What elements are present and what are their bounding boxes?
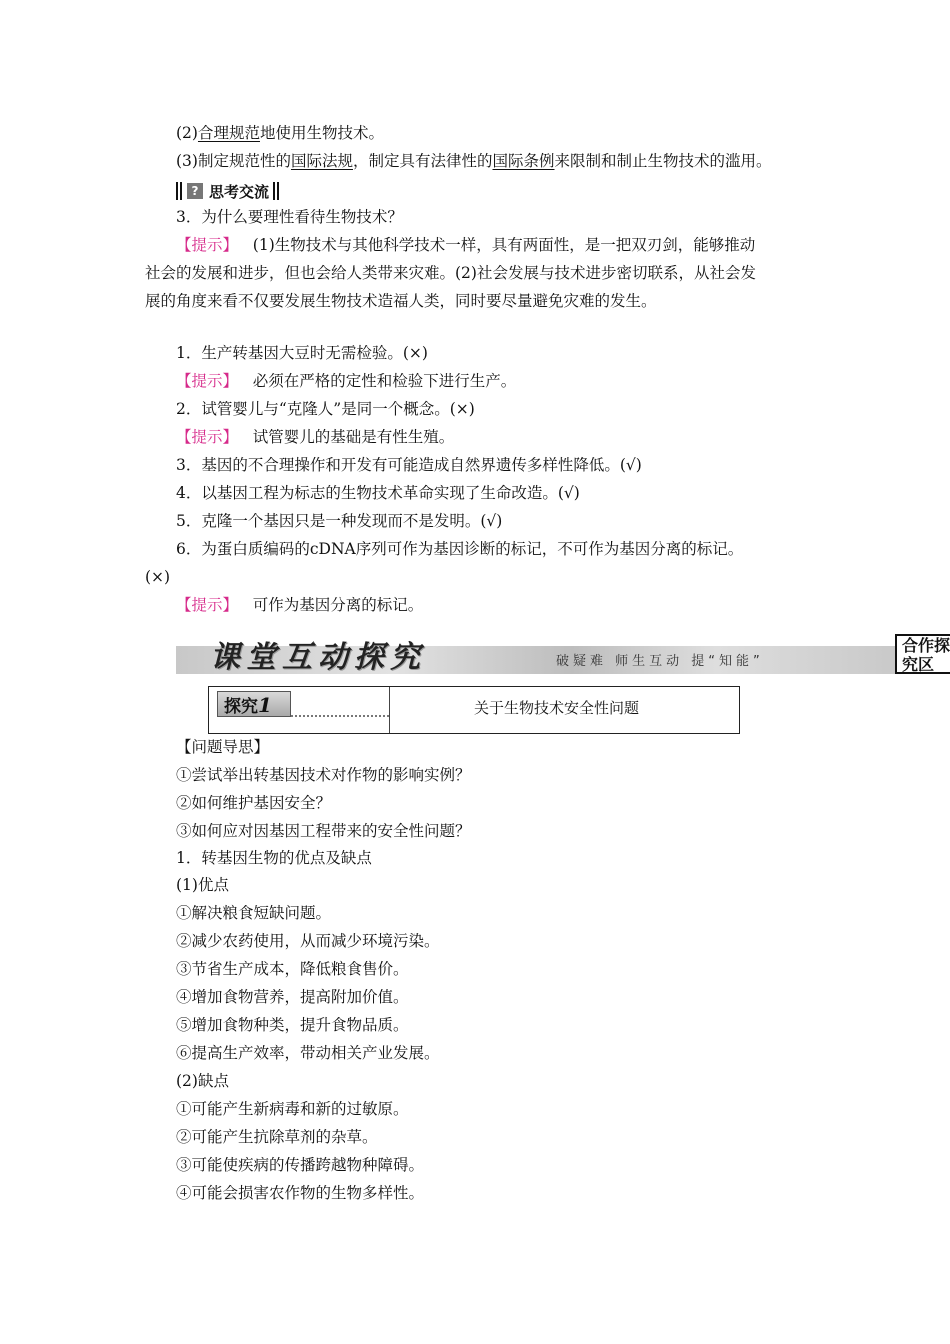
judge-item-2: 2．试管婴儿与“克隆人”是同一个概念。(×)	[176, 400, 475, 418]
advantages-title: (1)优点	[176, 876, 229, 894]
banner-slogan: 破疑难 师生互动 提“知能”	[556, 654, 764, 669]
disadvantage-item: ③可能使疾病的传播跨越物种障碍。	[176, 1156, 425, 1174]
disadvantage-item: ①可能产生新病毒和新的过敏原。	[176, 1100, 409, 1118]
hint-line-2: 社会的发展和进步，但也会给人类带来灾难。(2)社会发展与技术进步密切联系，从社会发	[145, 264, 756, 282]
point-3: (3)制定规范性的国际法规，制定具有法律性的国际条例来限制和制止生物技术的滥用。	[176, 152, 772, 170]
judge-hint-2: 【提示】 试管婴儿的基础是有性生殖。	[176, 428, 455, 446]
guide-question: ③如何应对因基因工程带来的安全性问题？	[176, 822, 471, 840]
underlined-term: 国际法规	[290, 152, 353, 170]
tip-label: 【提示】	[176, 236, 239, 254]
section-banner	[176, 632, 896, 674]
explore-tag: 探究1	[217, 691, 291, 717]
underlined-term: 国际条例	[492, 152, 555, 170]
guide-question: ②如何维护基因安全？	[176, 794, 332, 812]
advantage-item: ③节省生产成本，降低粮食售价。	[176, 960, 409, 978]
disadvantages-title: (2)缺点	[176, 1072, 229, 1090]
advantage-item: ⑥提高生产效率，带动相关产业发展。	[176, 1044, 440, 1062]
disadvantage-item: ②可能产生抗除草剂的杂草。	[176, 1128, 378, 1146]
disadvantage-item: ④可能会损害农作物的生物多样性。	[176, 1184, 425, 1202]
judge-hint-6: 【提示】 可作为基因分离的标记。	[176, 596, 424, 614]
point-2: (2)合理规范地使用生物技术。	[176, 124, 384, 142]
tip-label: 【提示】	[176, 596, 239, 614]
hint-line-1: 【提示】 (1)生物技术与其他科学技术一样，具有两面性，是一把双刃剑，能够推动	[176, 236, 756, 254]
judge-item-5: 5．克隆一个基因只是一种发现而不是发明。(√)	[176, 512, 503, 530]
guide-title: 【问题导思】	[176, 738, 270, 756]
question-3: 3．为什么要理性看待生物技术？	[176, 208, 403, 226]
judge-item-1: 1．生产转基因大豆时无需检验。(×)	[176, 344, 428, 362]
banner-title: 课堂互动探究	[210, 640, 426, 675]
think-exchange-label: ? 思考交流	[176, 180, 281, 202]
tip-label: 【提示】	[176, 428, 239, 446]
judge-item-3: 3．基因的不合理操作和开发有可能造成自然界遗传多样性降低。(√)	[176, 456, 642, 474]
guide-question: ①尝试举出转基因技术对作物的影响实例？	[176, 766, 471, 784]
question-icon: ?	[187, 183, 203, 199]
advantage-item: ④增加食物营养，提高附加价值。	[176, 988, 409, 1006]
advantage-item: ①解决粮食短缺问题。	[176, 904, 332, 922]
judge-item-4: 4．以基因工程为标志的生物技术革命实现了生命改造。(√)	[176, 484, 580, 502]
side-tab: 合作探 究区	[895, 634, 950, 674]
advantage-item: ⑤增加食物种类，提升食物品质。	[176, 1016, 409, 1034]
tip-label: 【提示】	[176, 372, 239, 390]
underlined-term: 合理规范	[197, 124, 260, 142]
hint-line-3: 展的角度来看不仅要发展生物技术造福人类，同时要尽量避免灾难的发生。	[145, 292, 657, 310]
section-1-title: 1．转基因生物的优点及缺点	[176, 849, 372, 867]
judge-item-6: 6．为蛋白质编码的cDNA序列可作为基因诊断的标记，不可作为基因分离的标记。	[176, 540, 744, 558]
explore-box	[208, 686, 740, 734]
judge-item-6-answer: (×)	[145, 568, 171, 586]
advantage-item: ②减少农药使用，从而减少环境污染。	[176, 932, 440, 950]
explore-topic: 关于生物技术安全性问题	[474, 699, 640, 717]
judge-hint-1: 【提示】 必须在严格的定性和检验下进行生产。	[176, 372, 517, 390]
